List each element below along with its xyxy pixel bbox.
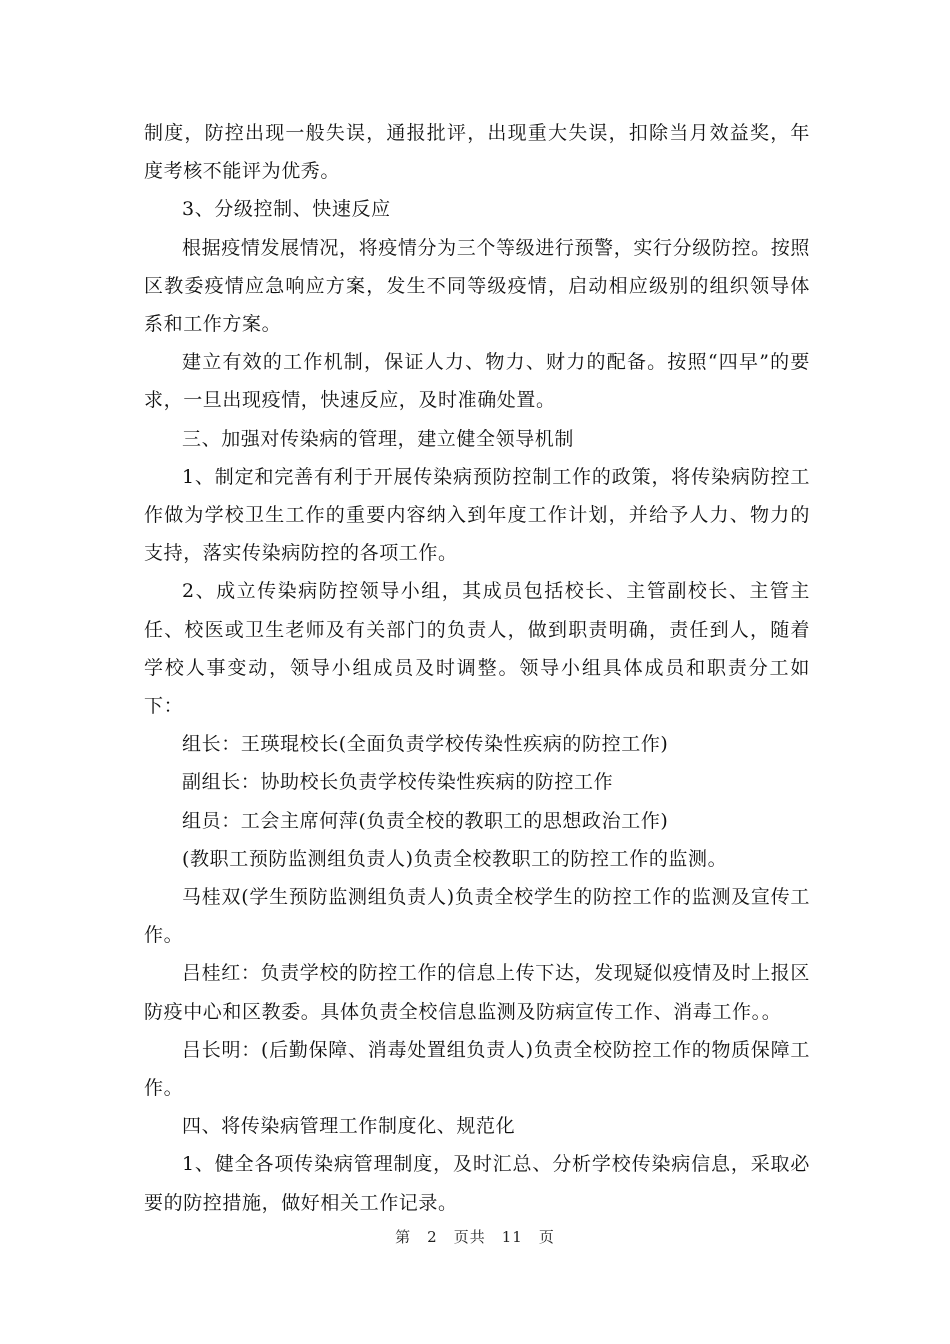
- paragraph: 吕长明：(后勤保障、消毒处置组负责人)负责全校防控工作的物质保障工作。: [144, 1038, 810, 1100]
- paragraph: 2、成立传染病防控领导小组，其成员包括校长、主管副校长、主管主任、校医或卫生老师及有关部门的负责人，做到职责明确，责任到人，随着学校人事变动，领导小组成员及时调整。领导小组具体成员和职责分工如下：: [144, 580, 810, 718]
- paragraph: (教职工预防监测组负责人)负责全校教职工的防控工作的监测。: [182, 847, 728, 870]
- footer-prefix: 第: [395, 1228, 412, 1246]
- paragraph: 建立有效的工作机制，保证人力、物力、财力的配备。按照“四早”的要求，一旦出现疫情，快速反应，及时准确处置。: [144, 351, 810, 412]
- paragraph: 根据疫情发展情况，将疫情分为三个等级进行预警，实行分级防控。按照区教委疫情应急响应方案，发生不同等级疫情，启动相应级别的组织领导体系和工作方案。: [144, 236, 810, 336]
- document-body: [144, 114, 810, 1222]
- footer-suffix: 页: [538, 1228, 555, 1246]
- paragraph: 3、分级控制、快速反应: [182, 198, 391, 221]
- footer-current-page: 2: [427, 1228, 438, 1246]
- footer-middle: 页共: [453, 1228, 486, 1246]
- paragraph: 四、将传染病管理工作制度化、规范化: [182, 1115, 516, 1138]
- paragraph: 1、健全各项传染病管理制度，及时汇总、分析学校传染病信息，采取必要的防控措施，做好相关工作记录。: [144, 1153, 810, 1214]
- page-footer: [0, 1226, 950, 1247]
- paragraph: 制度，防控出现一般失误，通报批评，出现重大失误，扣除当月效益奖，年度考核不能评为优秀。: [144, 122, 810, 183]
- paragraph: 组员：工会主席何萍(负责全校的教职工的思想政治工作): [182, 809, 669, 832]
- paragraph: 马桂双(学生预防监测组负责人)负责全校学生的防控工作的监测及宣传工作。: [144, 886, 810, 947]
- paragraph: 吕桂红：负责学校的防控工作的信息上传下达，发现疑似疫情及时上报区防疫中心和区教委。具体负责全校信息监测及防病宣传工作、消毒工作。。: [144, 962, 810, 1023]
- paragraph: 副组长：协助校长负责学校传染性疾病的防控工作: [182, 771, 614, 794]
- paragraph: 组长：王瑛琨校长(全面负责学校传染性疾病的防控工作): [182, 733, 669, 756]
- paragraph: 1、制定和完善有利于开展传染病预防控制工作的政策，将传染病防控工作做为学校卫生工作的重要内容纳入到年度工作计划，并给予人力、物力的支持，落实传染病防控的各项工作。: [144, 465, 810, 565]
- footer-total-pages: 11: [501, 1228, 523, 1246]
- paragraph: 三、加强对传染病的管理，建立健全领导机制: [182, 427, 575, 450]
